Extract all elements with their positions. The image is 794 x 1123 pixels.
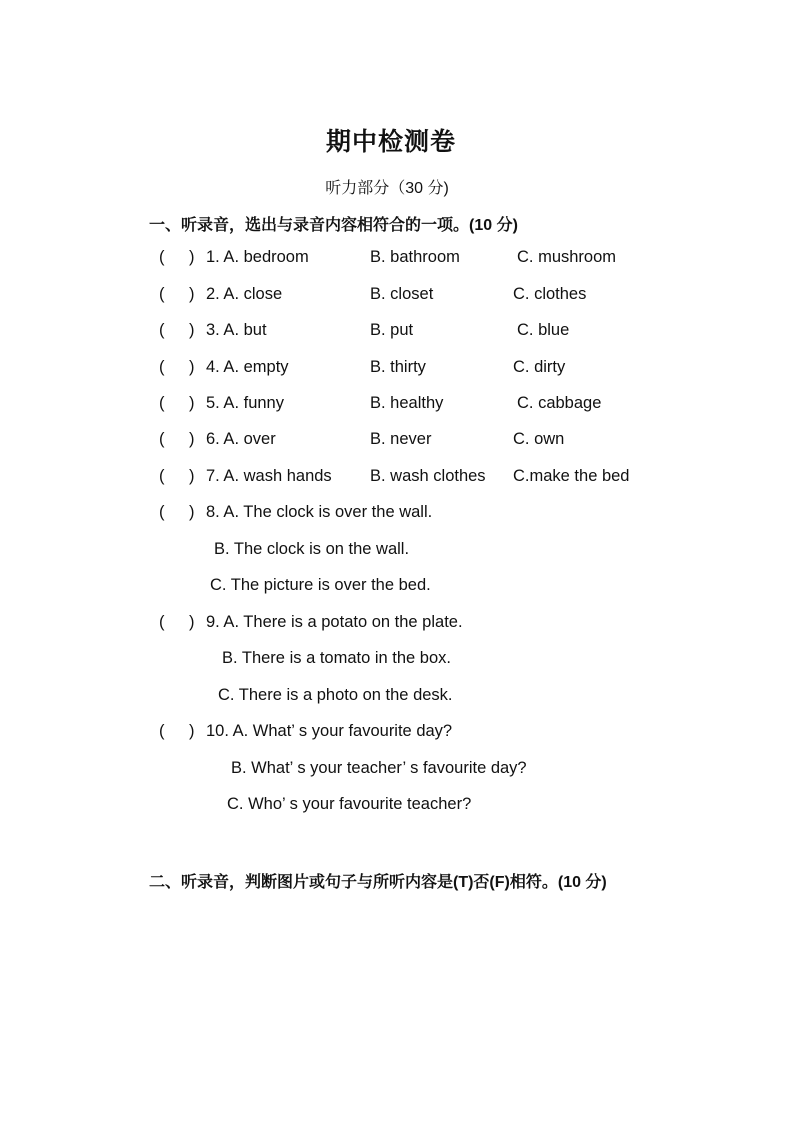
exam-page: 期中检测卷 听力部分（30 分) 一、听录音，选出与录音内容相符合的一项。(10 分) ( ) 1. A. bedroom B. bathroom C. mushroom ( ) 2. A. close B. closet C. clothes ( ) 3. A. but B. put C. blue ( ) 4. A. empty B. thirty C. dirty ( ) 5. A. funny B. healthy C. cabbage ( ) 6. A. over B. never C. own ( ) 7. A. wash hands B. wash clothes C.make the bed ( ) 8. A. The clock is over the wall. B. The clock is on the wall. C. The picture is over the bed. ( ) 9. A. There is a potato on the plate. B. There is a tomato in the box. C. There is a photo on the desk. ( ) 10. A. What’ s your favourite day? B. What’ s your teacher’ s favourite day? C. Who’ s your favourite teacher? 二、听录音，判断图片或句子与所听内容是(T)否(F)相符。(10 分): [0, 0, 794, 1123]
option-a: 4. A. empty: [206, 358, 289, 376]
option-c: C.make the bed: [513, 467, 630, 485]
option-b: B. closet: [370, 285, 434, 303]
option-a: 7. A. wash hands: [206, 467, 332, 485]
option-b: B. thirty: [370, 358, 426, 376]
option-b: B. bathroom: [370, 248, 460, 266]
option-c: C. dirty: [513, 358, 566, 376]
option-b: B. never: [370, 430, 432, 448]
option-b: B. The clock is on the wall.: [214, 540, 410, 558]
option-c: C. Who’ s your favourite teacher?: [227, 795, 472, 813]
page-subtitle: 听力部分（30 分): [325, 180, 449, 197]
option-a: 10. A. What’ s your favourite day?: [206, 722, 453, 740]
option-a: 1. A. bedroom: [206, 248, 309, 266]
option-c: C. clothes: [513, 285, 587, 303]
option-b: B. wash clothes: [370, 467, 486, 485]
option-c: C. blue: [517, 321, 570, 339]
option-c: C. mushroom: [517, 248, 617, 266]
option-a: 5. A. funny: [206, 394, 284, 412]
option-a: 9. A. There is a potato on the plate.: [206, 613, 463, 631]
option-a: 6. A. over: [206, 430, 276, 448]
option-c: C. own: [513, 430, 565, 448]
option-a: 3. A. but: [206, 321, 267, 339]
option-c: C. cabbage: [517, 394, 602, 412]
section-2-heading: 二、听录音，判断图片或句子与所听内容是(T)否(F)相符。(10 分): [149, 874, 607, 891]
option-a: 2. A. close: [206, 285, 283, 303]
option-c: C. The picture is over the bed.: [210, 576, 431, 594]
option-c: C. There is a photo on the desk.: [218, 686, 453, 704]
page-title: 期中检测卷: [325, 128, 456, 156]
option-b: B. There is a tomato in the box.: [222, 649, 451, 667]
option-b: B. put: [370, 321, 414, 339]
option-b: B. What’ s your teacher’ s favourite day?: [231, 759, 527, 777]
option-b: B. healthy: [370, 394, 444, 412]
section-1-heading: 一、听录音，选出与录音内容相符合的一项。(10 分): [149, 217, 518, 234]
option-a: 8. A. The clock is over the wall.: [206, 503, 433, 521]
